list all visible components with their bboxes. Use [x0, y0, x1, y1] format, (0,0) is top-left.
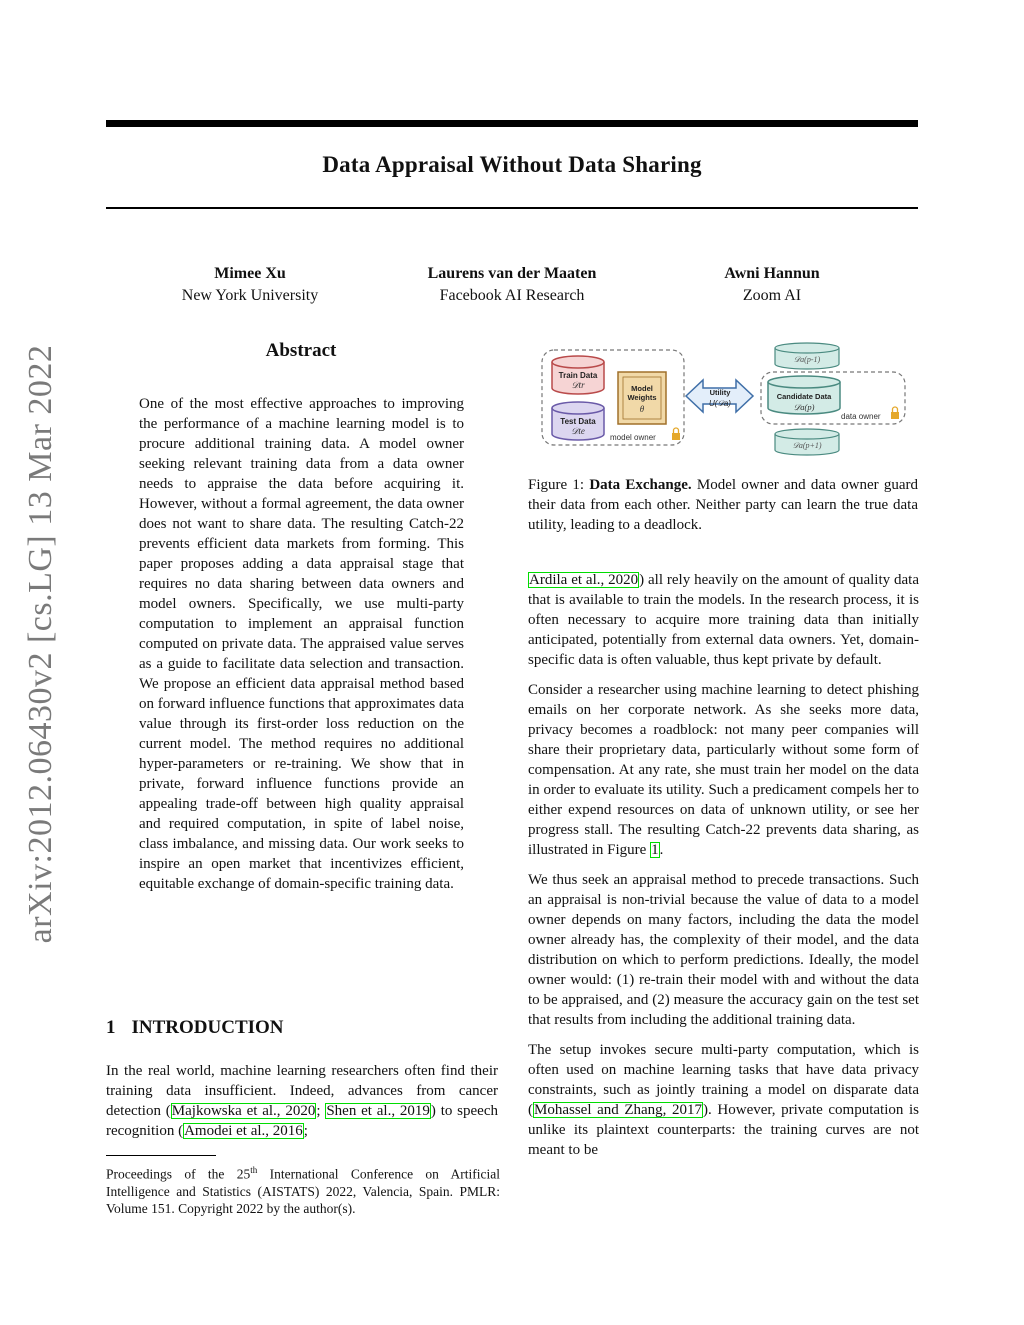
test-data-label: Test Data — [560, 417, 596, 426]
footnote-superscript: th — [250, 1165, 258, 1175]
theta-symbol: θ — [639, 404, 645, 414]
figure-ref-link[interactable]: 1 — [651, 842, 659, 858]
utility-symbol: U(𝒟a) — [709, 399, 731, 408]
paper-title: Data Appraisal Without Data Sharing — [322, 152, 702, 177]
paragraph-text: Consider a researcher using machine learning to detect phishing emails on her corporate network. As she seeks more data, privacy becomes a roadblock: not many peer companies will share their proprietary data, particularly without some form of compensation. At any rate, she must train her model on the data in order to evaluate its utility. Such a predicament compels her to either expend resources on data of unknown utility, or see her progress stall. The resulting Catch-22 prevents data sharing, as illustrated in Figure — [528, 682, 919, 858]
citation-link[interactable]: Ardila et al., 2020 — [529, 572, 639, 588]
paragraph: We thus seek an appraisal method to precede transactions. Such an appraisal is non-trivial because the value of data to a model owner depends on many factors, including the data the model owner already has, the complexity of their model, and the data distribution on which to perform predictions. Ideally, the model owner would: (1) re-train their model with and without the data to be appraised, and (2) measure the accuracy gain on the test set that results from including the additional training data. — [528, 872, 919, 1028]
footnote-text: Proceedings of the 25 — [106, 1166, 251, 1182]
caption-text: Model owner and data owner guard their data from each other. Neither party can learn the true data utility, leading to a deadlock. — [528, 477, 918, 533]
lock-icon — [672, 428, 680, 440]
paragraph-text: The setup invokes secure multi-party computation, which is often used on machine learning tasks that have data privacy constraints, such as jointly training a model on disparate data ( — [528, 1042, 919, 1118]
utility-label: Utility — [709, 388, 731, 397]
section-title: INTRODUCTION — [131, 1017, 284, 1038]
citation-link[interactable]: Amodei et al., 2016 — [184, 1123, 303, 1139]
title-rule — [106, 207, 918, 209]
abstract-heading: Abstract — [265, 340, 337, 361]
next-data-symbol: 𝒟a(p+1) — [792, 441, 822, 450]
model-weights-box — [618, 372, 666, 424]
intro-text: ) to speech recognition ( — [106, 1103, 498, 1139]
paragraph — [528, 570, 919, 670]
prev-data-cylinder — [775, 343, 839, 369]
utility-arrow — [686, 380, 753, 412]
intro-text: ; — [303, 1123, 308, 1139]
intro-text: In the real world, machine learning researchers often find their training data insufficient. Indeed, advances from cancer detection ( — [106, 1063, 498, 1119]
prev-data-symbol: 𝒟a(p-1) — [793, 355, 821, 364]
intro-text: ; — [316, 1103, 326, 1119]
figure-data-exchange — [528, 342, 918, 462]
footnote-text: International Conference on Artificial Intelligence and Statistics (AISTATS) 2022, Valencia, Spain. PMLR: Volume 151. Copyright 2022 by the author(s). — [106, 1166, 500, 1216]
right-column — [528, 570, 919, 1170]
author-name: Laurens van der Maaten — [427, 265, 597, 282]
candidate-data-symbol: 𝒟a(p) — [793, 402, 815, 412]
train-data-label: Train Data — [558, 371, 598, 380]
intro-paragraph — [106, 1061, 498, 1141]
model-weights-label-2: Weights — [627, 393, 657, 402]
abstract-body: One of the most effective approaches to improving the performance of a machine learning model is to procure additional training data. A model owner seeking relevant training data from a data owner needs to appraise the data before acquiring it. However, without a formal agreement, the data owner does not want to share data. The resulting Catch-22 prevents efficient data markets from forming. This paper proposes adding a data appraisal stage that requires no data sharing between data owners and model owners. Specifically, we use multi-party computation to implement an appraisal function computed on private data. The appraised value serves as a guide to facilitate data selection and transaction. We propose an efficient data appraisal method based on forward influence functions that approximates data value through its first-order loss reduction on the current model. The method requires no additional hyper-parameters or re-training. We show that in private, forward influence functions provide an appealing trade-off between high quality appraisal and required computation, in spite of label noise, class imbalance, and missing data. Our work seeks to inspire an open market that incentivizes efficient, equitable exchange of domain-specific training data. — [139, 396, 464, 892]
citation-link[interactable]: Shen et al., 2019 — [326, 1103, 430, 1119]
caption-label: Data Exchange. — [589, 477, 692, 493]
test-data-symbol: 𝒟te — [571, 426, 585, 436]
test-data-cylinder — [552, 402, 604, 440]
lock-icon — [891, 407, 899, 419]
footnote — [106, 1162, 500, 1217]
arxiv-stamp-text: arXiv:2012.06430v2 [cs.LG] 13 Mar 2022 — [22, 344, 59, 944]
author-name: Mimee Xu — [214, 265, 286, 282]
paragraph — [528, 1040, 919, 1160]
top-rule — [106, 120, 918, 127]
figure-caption — [528, 475, 918, 535]
author-3 — [680, 263, 864, 307]
arxiv-stamp — [20, 344, 62, 944]
model-weights-label-1: Model — [631, 384, 653, 393]
train-data-symbol: 𝒟tr — [571, 380, 585, 390]
data-owner-label: data owner — [841, 412, 881, 421]
paragraph — [528, 680, 919, 860]
section-number: 1 — [106, 1017, 116, 1038]
citation-link[interactable]: Majkowska et al., 2020 — [171, 1103, 316, 1119]
candidate-data-label: Candidate Data — [776, 392, 832, 401]
next-data-cylinder — [775, 429, 839, 455]
paragraph-text: . — [659, 842, 664, 858]
author-name: Awni Hannun — [724, 265, 820, 282]
model-owner-label: model owner — [610, 433, 656, 442]
author-affiliation: New York University — [181, 287, 319, 304]
author-affiliation: Zoom AI — [742, 287, 802, 304]
candidate-data-cylinder — [768, 376, 840, 414]
author-affiliation: Facebook AI Research — [439, 287, 585, 304]
caption-prefix: Figure 1: — [528, 477, 590, 493]
citation-link[interactable]: Mohassel and Zhang, 2017 — [534, 1102, 703, 1118]
train-data-cylinder — [552, 356, 604, 394]
author-2 — [392, 263, 632, 307]
footnote-rule — [106, 1155, 216, 1156]
paragraph-text: ) all rely heavily on the amount of quality data that is available to train the models. In the research process, it is often necessary to acquire more training data than initially anticipated, potentially from external data owners. Yet, domain-specific data is often valuable, thus kept private by default. — [528, 572, 919, 668]
paragraph-text: ). However, private computation is unlike its plaintext counterparts: the training curves are not meant to be — [528, 1102, 919, 1158]
author-1 — [150, 263, 350, 307]
section-heading — [106, 1017, 284, 1039]
